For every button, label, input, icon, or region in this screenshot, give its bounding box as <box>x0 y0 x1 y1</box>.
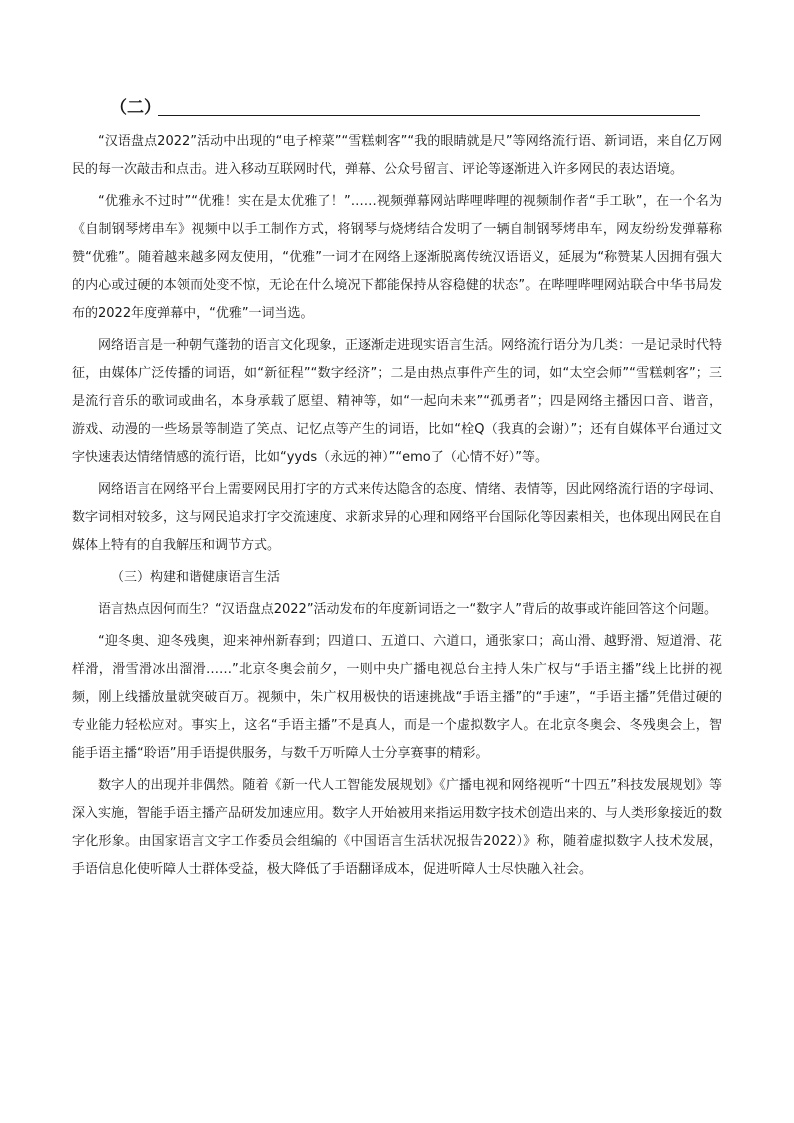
paragraph: 语言热点因何而生？“汉语盘点2022”活动发布的年度新词语之一“数字人”背后的故事或许能回答这个问题。 <box>98 602 718 617</box>
section-title-row <box>110 96 710 122</box>
section-label: （二） <box>110 98 161 118</box>
subsection-heading: （三）构建和谐健康语言生活 <box>111 570 281 585</box>
paragraph: “优雅永不过时”“优雅！实在是太优雅了！”……视频弹幕网站哔哩哔哩的视频制作者“手工耿”，在一个名为《自制钢琴烤串车》视频中以手工制作方式，将钢琴与烧烤结合发明了一辆自制钢琴烤串车，网友纷纷发弹幕称赞“优雅”。随着越来越多网友使用，“优雅”一词才在网络上逐渐脱离传统汉语语义，延展为“称赞某人因拥有强大的内心或过硬的本领而处变不惊，无论在什么境况下都能保持从容稳健的状态”。在哔哩哔哩网站联合中华书局发布的2022年度弹幕中，“优雅”一词当选。 <box>72 194 722 321</box>
answer-blank-2 <box>376 115 700 116</box>
paragraph: “迎冬奥、迎冬残奥，迎来神州新春到；四道口、五道口、六道口，通张家口；高山滑、越野滑、短道滑、花样滑，滑雪滑冰出溜滑……”北京冬奥会前夕，一则中央广播电视总台主持人朱广权与“手语主播”线上比拼的视频，刚上线播放量就突破百万。视频中，朱广权用极快的语速挑战“手语主播”的“手速”，“手语主播”凭借过硬的专业能力轻松应对。事实上，这名“手语主播”不是真人，而是一个虚拟数字人。在北京冬奥会、冬残奥会上，智能手语主播“聆语”用手语提供服务，与数千万听障人士分享赛事的精彩。 <box>72 634 722 761</box>
paragraph: 网络语言在网络平台上需要网民用打字的方式来传达隐含的态度、情绪、表情等，因此网络流行语的字母词、数字词相对较多，这与网民追求打字交流速度、求新求异的心理和网络平台国际化等因素相关，也体现出网民在自媒体上特有的自我解压和调节方式。 <box>72 482 723 553</box>
paragraph: 数字人的出现并非偶然。随着《新一代人工智能发展规划》《广播电视和网络视听“十四五”科技发展规划》等深入实施，智能手语主播产品研发加速应用。数字人开始被用来指运用数字技术创造出来的、与人类形象接近的数字化形象。由国家语言文字工作委员会组编的《中国语言生活状况报告2022）》称，随着虚拟数字人技术发展，手语信息化使听障人士群体受益，极大降低了手语翻译成本，促进听障人士尽快融入社会。 <box>72 778 723 877</box>
paragraph: 网络语言是一种朝气蓬勃的语言文化现象，正逐渐走进现实语言生活。网络流行语分为几类：一是记录时代特征，由媒体广泛传播的词语，如“新征程”“数字经济”；二是由热点事件产生的词，如“太空会师”“雪糕刺客”；三是流行音乐的歌词或曲名，本身承载了愿望、精神等，如“一起向未来”“孤勇者”；四是网络主播因口音、谐音，游戏、动漫的一些场景等制造了笑点、记忆点等产生的词语，比如“栓Q（我真的会谢）”；还有自媒体平台通过文字快速表达情绪情感的流行语，比如“yyds（永远的神）”“emo了（心情不好）”等。 <box>72 338 723 465</box>
paragraph: “汉语盘点2022”活动中出现的“电子榨菜”“雪糕刺客”“我的眼睛就是尺”等网络流行语、新词语，来自亿万网民的每一次敲击和点击。进入移动互联网时代，弹幕、公众号留言、评论等逐渐进入许多网民的表达语境。 <box>72 134 722 177</box>
article-body <box>72 128 722 888</box>
answer-blank-1 <box>158 115 398 116</box>
